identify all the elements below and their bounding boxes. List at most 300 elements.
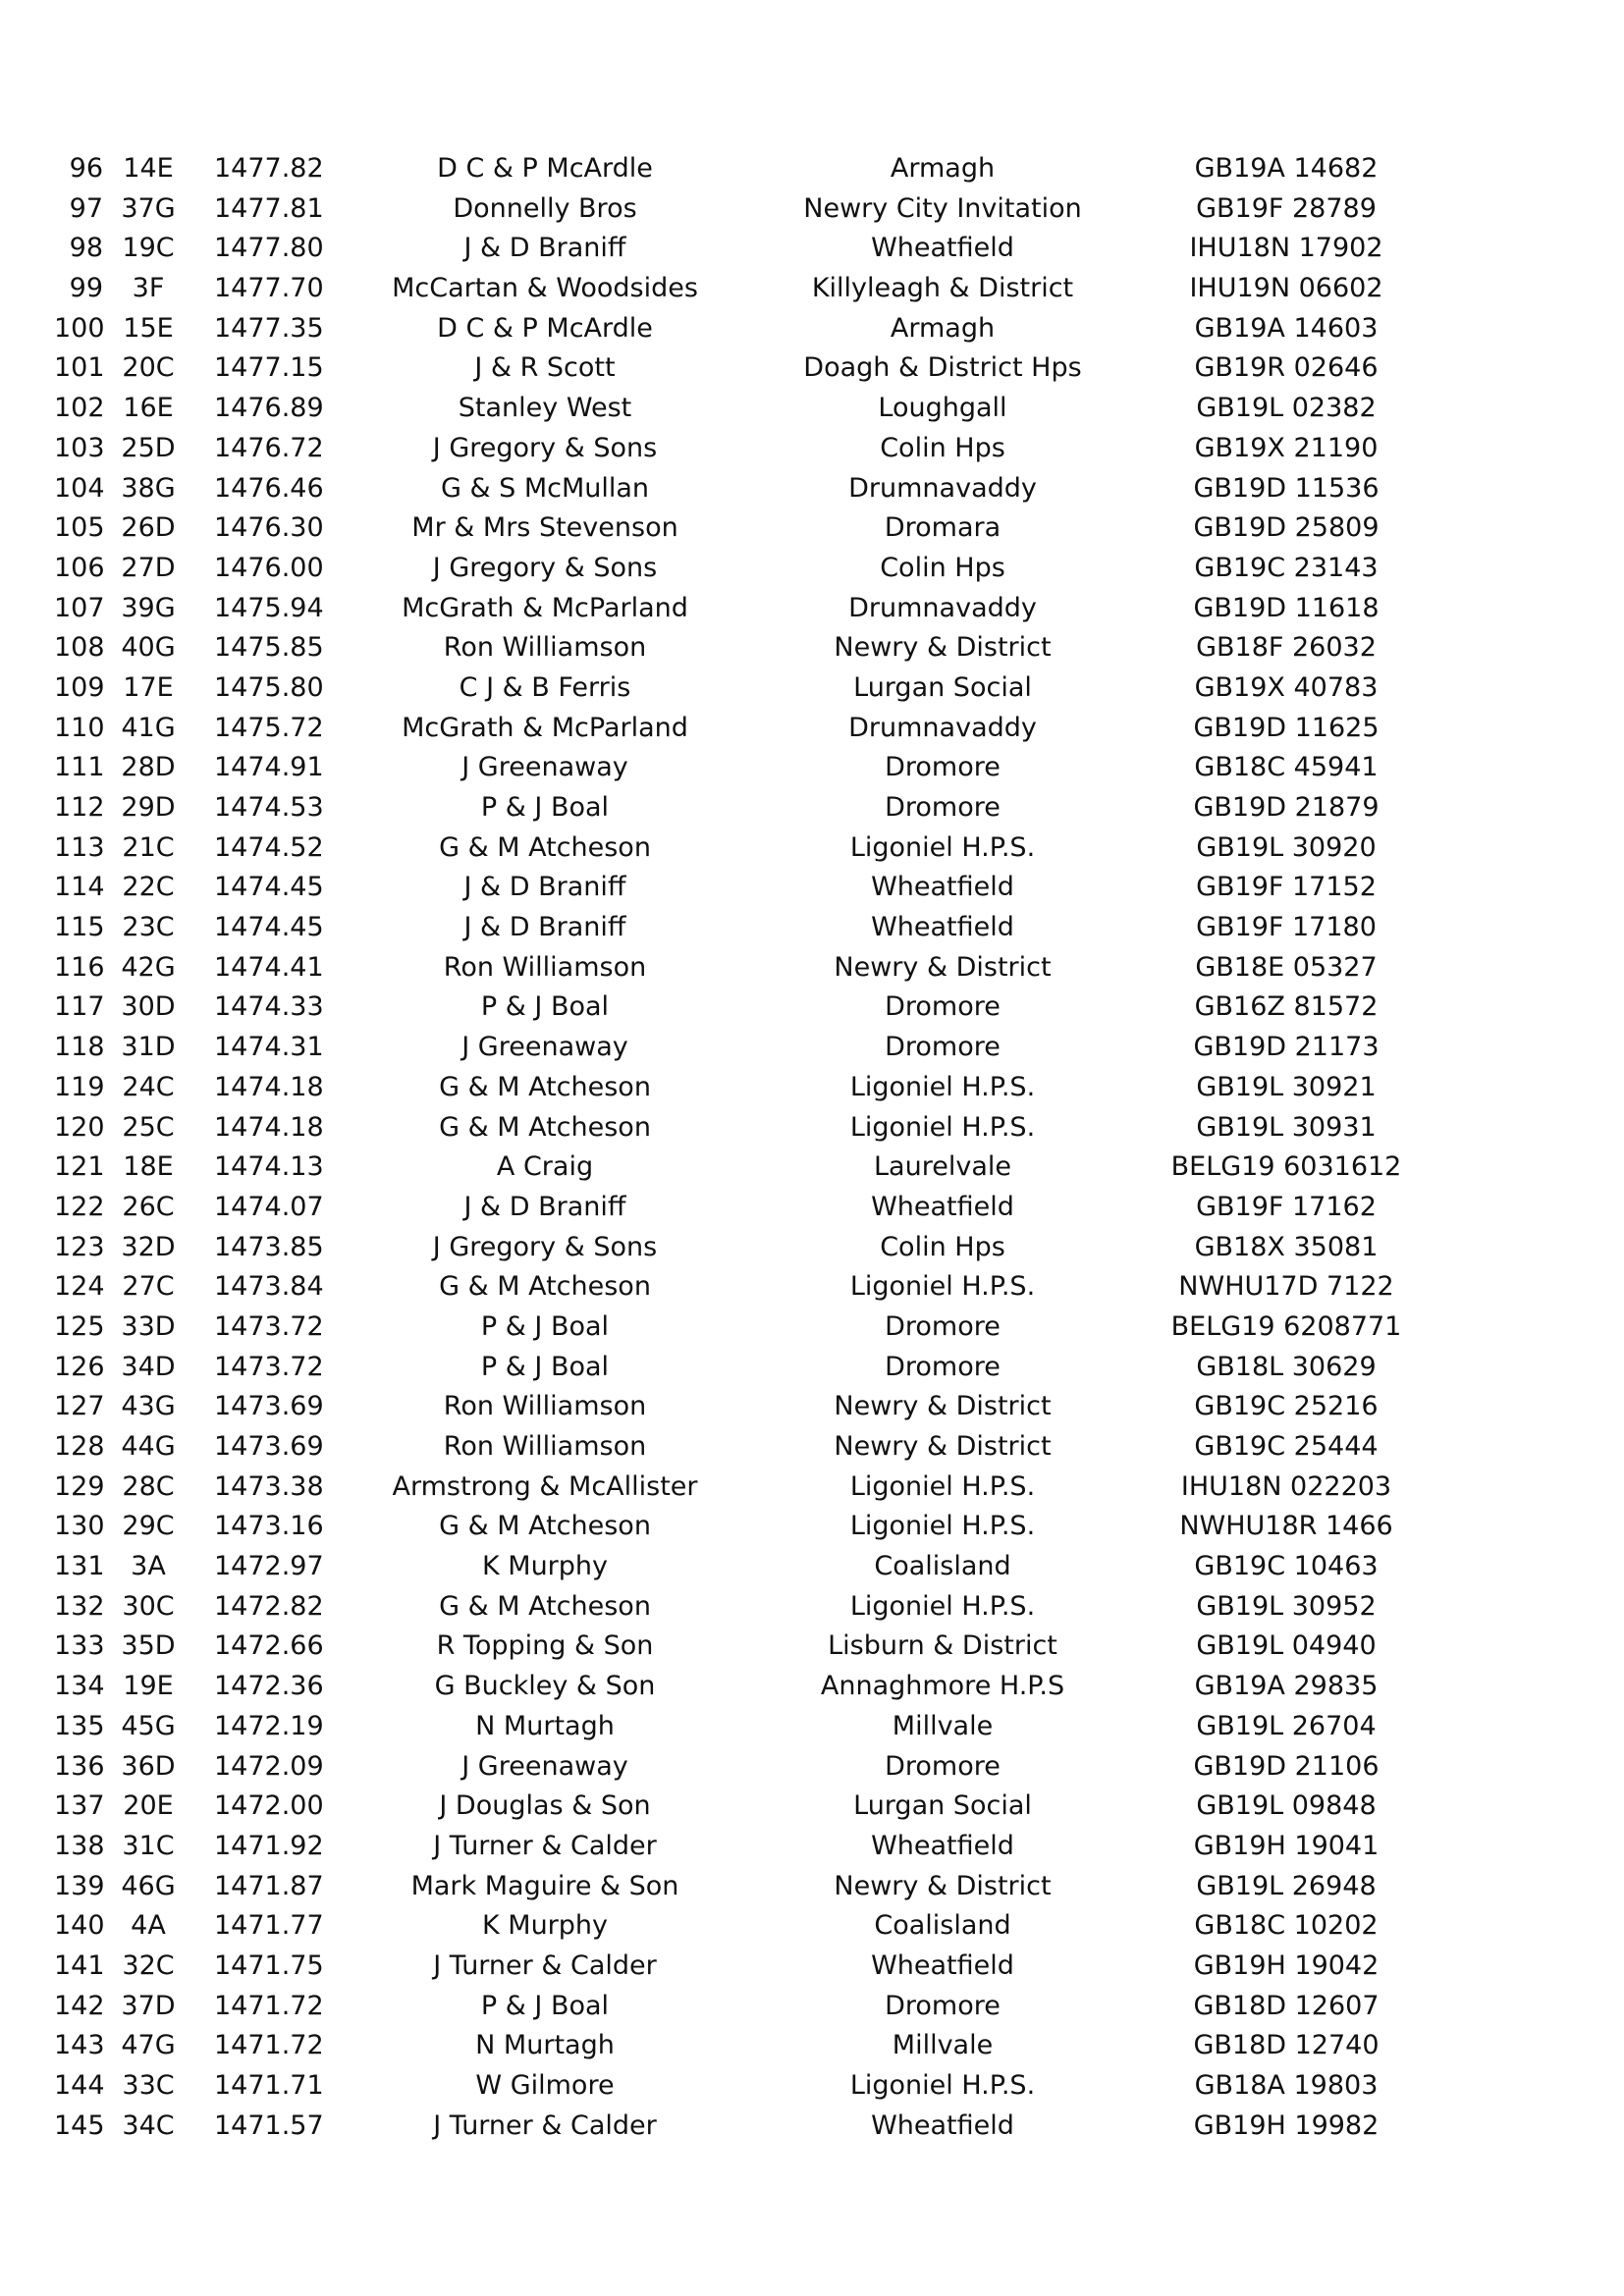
table-row	[0, 309, 1624, 349]
velocity-cell: 1476.46	[214, 472, 324, 504]
fancier-name-cell: G & M Atcheson	[439, 1071, 651, 1102]
fancier-name-cell: G & M Atcheson	[439, 1271, 651, 1303]
pen-code-cell: 36D	[121, 1750, 176, 1782]
ring-number-cell: GB19F 17152	[1196, 872, 1377, 903]
pen-code-cell: 31C	[122, 1830, 175, 1861]
club-cell: Coalisland	[874, 1910, 1011, 1942]
velocity-cell: 1474.45	[214, 872, 324, 903]
club-cell: Newry & District	[834, 951, 1052, 983]
pen-code-cell: 33D	[121, 1310, 176, 1342]
position-cell: 135	[54, 1710, 105, 1741]
position-cell: 113	[54, 831, 105, 863]
club-cell: Ligoniel H.P.S.	[849, 1511, 1036, 1542]
table-row	[0, 1867, 1624, 1907]
results-table	[0, 149, 1624, 2146]
ring-number-cell: GB19D 11625	[1193, 712, 1380, 743]
velocity-cell: 1471.75	[214, 1949, 324, 1981]
ring-number-cell: GB19H 19041	[1193, 1830, 1380, 1861]
club-cell: Colin Hps	[880, 432, 1005, 463]
table-row	[0, 429, 1624, 469]
club-cell: Dromore	[885, 792, 1001, 823]
club-cell: Dromore	[885, 1351, 1001, 1382]
fancier-name-cell: J Gregory & Sons	[432, 1231, 658, 1262]
club-cell: Colin Hps	[880, 552, 1005, 583]
position-cell: 100	[54, 312, 105, 344]
club-cell: Armagh	[890, 312, 996, 344]
pen-code-cell: 47G	[121, 2030, 176, 2061]
ring-number-cell: GB19A 14603	[1194, 312, 1379, 344]
club-cell: Wheatfield	[871, 233, 1014, 264]
club-cell: Wheatfield	[871, 1949, 1014, 1981]
pen-code-cell: 27C	[122, 1271, 175, 1303]
ring-number-cell: GB19C 10463	[1194, 1551, 1379, 1582]
fancier-name-cell: G & M Atcheson	[439, 1511, 651, 1542]
ring-number-cell: GB19L 26948	[1196, 1870, 1377, 1901]
fancier-name-cell: K Murphy	[481, 1551, 609, 1582]
velocity-cell: 1472.97	[214, 1551, 324, 1582]
ring-number-cell: GB19L 30931	[1196, 1111, 1377, 1143]
table-row	[0, 1267, 1624, 1308]
position-cell: 131	[54, 1551, 105, 1582]
club-cell: Wheatfield	[871, 2109, 1014, 2141]
fancier-name-cell: P & J Boal	[480, 792, 610, 823]
fancier-name-cell: W Gilmore	[475, 2070, 615, 2101]
velocity-cell: 1474.33	[214, 991, 324, 1023]
fancier-name-cell: J Douglas & Son	[439, 1790, 651, 1822]
fancier-name-cell: D C & P McArdle	[437, 312, 653, 344]
club-cell: Ligoniel H.P.S.	[849, 1071, 1036, 1102]
position-cell: 138	[54, 1830, 105, 1861]
position-cell: 120	[54, 1111, 105, 1143]
ring-number-cell: GB18C 10202	[1194, 1910, 1379, 1942]
fancier-name-cell: G & S McMullan	[440, 472, 650, 504]
velocity-cell: 1474.07	[214, 1191, 324, 1222]
pen-code-cell: 42G	[121, 951, 176, 983]
fancier-name-cell: J & D Braniff	[463, 1191, 626, 1222]
ring-number-cell: GB19D 21879	[1193, 792, 1380, 823]
fancier-name-cell: J Greenaway	[461, 1032, 628, 1063]
club-cell: Wheatfield	[871, 872, 1014, 903]
position-cell: 114	[54, 872, 105, 903]
velocity-cell: 1475.85	[214, 632, 324, 664]
club-cell: Ligoniel H.P.S.	[849, 1271, 1036, 1303]
pen-code-cell: 30C	[122, 1590, 175, 1622]
pen-code-cell: 45G	[121, 1710, 176, 1741]
pen-code-cell: 18E	[123, 1151, 174, 1183]
velocity-cell: 1473.69	[214, 1431, 324, 1462]
velocity-cell: 1471.87	[214, 1870, 324, 1901]
position-cell: 106	[54, 552, 105, 583]
position-cell: 144	[54, 2070, 105, 2101]
fancier-name-cell: N Murtagh	[475, 1710, 615, 1741]
velocity-cell: 1471.71	[214, 2070, 324, 2101]
fancier-name-cell: Ron Williamson	[443, 632, 647, 664]
fancier-name-cell: J Turner & Calder	[433, 1830, 657, 1861]
table-row	[0, 1507, 1624, 1547]
pen-code-cell: 35D	[121, 1630, 176, 1662]
fancier-name-cell: J Greenaway	[461, 752, 628, 783]
pen-code-cell: 25C	[122, 1111, 175, 1143]
fancier-name-cell: Ron Williamson	[443, 1391, 647, 1422]
club-cell: Lisburn & District	[828, 1630, 1057, 1662]
pen-code-cell: 34C	[122, 2109, 175, 2141]
pen-code-cell: 40G	[121, 632, 176, 664]
ring-number-cell: GB19D 21106	[1193, 1750, 1380, 1782]
fancier-name-cell: Ron Williamson	[443, 951, 647, 983]
position-cell: 103	[54, 432, 105, 463]
fancier-name-cell: Mark Maguire & Son	[410, 1870, 679, 1901]
ring-number-cell: GB19F 17162	[1196, 1191, 1377, 1222]
position-cell: 145	[54, 2109, 105, 2141]
position-cell: 128	[54, 1431, 105, 1462]
club-cell: Loughgall	[878, 393, 1007, 424]
pen-code-cell: 24C	[122, 1071, 175, 1102]
fancier-name-cell: J Gregory & Sons	[432, 552, 658, 583]
position-cell: 116	[54, 951, 105, 983]
table-row	[0, 1387, 1624, 1427]
table-row	[0, 1308, 1624, 1348]
ring-number-cell: GB18E 05327	[1195, 951, 1378, 983]
position-cell: 117	[54, 991, 105, 1023]
club-cell: Dromore	[885, 1032, 1001, 1063]
club-cell: Laurelvale	[874, 1151, 1011, 1183]
ring-number-cell: GB19L 26704	[1196, 1710, 1377, 1741]
velocity-cell: 1473.85	[214, 1231, 324, 1262]
table-row	[0, 469, 1624, 509]
pen-code-cell: 44G	[121, 1431, 176, 1462]
table-row	[0, 1068, 1624, 1108]
table-row	[0, 1627, 1624, 1667]
position-cell: 140	[54, 1910, 105, 1942]
ring-number-cell: GB19F 17180	[1196, 912, 1377, 943]
club-cell: Armagh	[890, 153, 996, 184]
velocity-cell: 1475.80	[214, 671, 324, 703]
table-row	[0, 1906, 1624, 1947]
table-row	[0, 1427, 1624, 1468]
pen-code-cell: 14E	[123, 153, 174, 184]
fancier-name-cell: Donnelly Bros	[453, 192, 637, 224]
table-row	[0, 709, 1624, 749]
ring-number-cell: GB19X 21190	[1194, 432, 1379, 463]
position-cell: 96	[69, 153, 103, 184]
club-cell: Newry & District	[834, 1870, 1052, 1901]
fancier-name-cell: J & R Scott	[474, 352, 616, 384]
pen-code-cell: 4A	[131, 1910, 166, 1942]
table-row	[0, 1028, 1624, 1068]
ring-number-cell: GB18F 26032	[1196, 632, 1377, 664]
fancier-name-cell: P & J Boal	[480, 1351, 610, 1382]
table-row	[0, 868, 1624, 908]
fancier-name-cell: McGrath & McParland	[402, 592, 688, 623]
position-cell: 115	[54, 912, 105, 943]
pen-code-cell: 34D	[121, 1351, 176, 1382]
club-cell: Ligoniel H.P.S.	[849, 831, 1036, 863]
ring-number-cell: NWHU17D 7122	[1178, 1271, 1394, 1303]
ring-number-cell: GB16Z 81572	[1194, 991, 1379, 1023]
position-cell: 102	[54, 393, 105, 424]
ring-number-cell: GB19L 02382	[1196, 393, 1377, 424]
pen-code-cell: 28D	[121, 752, 176, 783]
ring-number-cell: GB19R 02646	[1194, 352, 1379, 384]
table-row	[0, 668, 1624, 709]
club-cell: Killyleagh & District	[811, 273, 1074, 304]
velocity-cell: 1472.09	[214, 1750, 324, 1782]
ring-number-cell: BELG19 6031612	[1170, 1151, 1402, 1183]
velocity-cell: 1472.82	[214, 1590, 324, 1622]
club-cell: Newry & District	[834, 1391, 1052, 1422]
pen-code-cell: 20C	[122, 352, 175, 384]
velocity-cell: 1472.36	[214, 1671, 324, 1702]
ring-number-cell: GB19A 14682	[1194, 153, 1379, 184]
table-row	[0, 948, 1624, 988]
position-cell: 130	[54, 1511, 105, 1542]
position-cell: 142	[54, 1990, 105, 2021]
pen-code-cell: 43G	[121, 1391, 176, 1422]
ring-number-cell: GB19H 19042	[1193, 1949, 1380, 1981]
position-cell: 141	[54, 1949, 105, 1981]
table-row	[0, 589, 1624, 629]
velocity-cell: 1473.72	[214, 1351, 324, 1382]
velocity-cell: 1477.81	[214, 192, 324, 224]
pen-code-cell: 16E	[123, 393, 174, 424]
position-cell: 110	[54, 712, 105, 743]
ring-number-cell: GB19C 25444	[1194, 1431, 1379, 1462]
ring-number-cell: GB18L 30629	[1196, 1351, 1377, 1382]
pen-code-cell: 23C	[122, 912, 175, 943]
ring-number-cell: GB19L 09848	[1196, 1790, 1377, 1822]
pen-code-cell: 33C	[122, 2070, 175, 2101]
fancier-name-cell: G & M Atcheson	[439, 1590, 651, 1622]
club-cell: Ligoniel H.P.S.	[849, 1590, 1036, 1622]
velocity-cell: 1476.30	[214, 512, 324, 544]
ring-number-cell: GB19L 30920	[1196, 831, 1377, 863]
pen-code-cell: 30D	[121, 991, 176, 1023]
pen-code-cell: 26D	[121, 512, 176, 544]
table-row	[0, 389, 1624, 429]
pen-code-cell: 19E	[123, 1671, 174, 1702]
fancier-name-cell: P & J Boal	[480, 1310, 610, 1342]
position-cell: 143	[54, 2030, 105, 2061]
table-row	[0, 1108, 1624, 1148]
pen-code-cell: 41G	[121, 712, 176, 743]
pen-code-cell: 46G	[121, 1870, 176, 1901]
position-cell: 107	[54, 592, 105, 623]
fancier-name-cell: J Greenaway	[461, 1750, 628, 1782]
club-cell: Colin Hps	[880, 1231, 1005, 1262]
position-cell: 108	[54, 632, 105, 664]
pen-code-cell: 17E	[123, 671, 174, 703]
ring-number-cell: GB19X 40783	[1194, 671, 1379, 703]
velocity-cell: 1474.18	[214, 1071, 324, 1102]
pen-code-cell: 19C	[122, 233, 175, 264]
table-row	[0, 1547, 1624, 1587]
velocity-cell: 1476.00	[214, 552, 324, 583]
club-cell: Dromore	[885, 1310, 1001, 1342]
club-cell: Wheatfield	[871, 1830, 1014, 1861]
table-row	[0, 788, 1624, 828]
pen-code-cell: 28C	[122, 1470, 175, 1502]
ring-number-cell: GB18D 12607	[1193, 1990, 1380, 2021]
table-row	[0, 1667, 1624, 1707]
ring-number-cell: GB19A 29835	[1194, 1671, 1379, 1702]
club-cell: Doagh & District Hps	[803, 352, 1082, 384]
velocity-cell: 1474.41	[214, 951, 324, 983]
velocity-cell: 1471.57	[214, 2109, 324, 2141]
pen-code-cell: 22C	[122, 872, 175, 903]
position-cell: 124	[54, 1271, 105, 1303]
velocity-cell: 1474.18	[214, 1111, 324, 1143]
velocity-cell: 1476.72	[214, 432, 324, 463]
pen-code-cell: 37D	[121, 1990, 176, 2021]
fancier-name-cell: Armstrong & McAllister	[392, 1470, 698, 1502]
ring-number-cell: GB19D 11536	[1193, 472, 1380, 504]
velocity-cell: 1473.69	[214, 1391, 324, 1422]
table-row	[0, 229, 1624, 269]
pen-code-cell: 29D	[121, 792, 176, 823]
club-cell: Drumnavaddy	[848, 472, 1037, 504]
velocity-cell: 1474.13	[214, 1151, 324, 1183]
club-cell: Millvale	[892, 1710, 994, 1741]
velocity-cell: 1471.72	[214, 2030, 324, 2061]
position-cell: 109	[54, 671, 105, 703]
club-cell: Millvale	[892, 2030, 994, 2061]
club-cell: Dromore	[885, 1990, 1001, 2021]
club-cell: Dromore	[885, 1750, 1001, 1782]
pen-code-cell: 21C	[122, 831, 175, 863]
ring-number-cell: GB19D 25809	[1193, 512, 1380, 544]
pen-code-cell: 3F	[132, 273, 165, 304]
position-cell: 112	[54, 792, 105, 823]
velocity-cell: 1477.70	[214, 273, 324, 304]
position-cell: 98	[69, 233, 103, 264]
ring-number-cell: IHU18N 17902	[1189, 233, 1383, 264]
position-cell: 137	[54, 1790, 105, 1822]
table-row	[0, 549, 1624, 589]
fancier-name-cell: Ron Williamson	[443, 1431, 647, 1462]
pen-code-cell: 39G	[121, 592, 176, 623]
velocity-cell: 1471.77	[214, 1910, 324, 1942]
position-cell: 126	[54, 1351, 105, 1382]
club-cell: Dromore	[885, 752, 1001, 783]
velocity-cell: 1477.35	[214, 312, 324, 344]
pen-code-cell: 29C	[122, 1511, 175, 1542]
ring-number-cell: IHU18N 022203	[1180, 1470, 1392, 1502]
ring-number-cell: GB19F 28789	[1196, 192, 1377, 224]
ring-number-cell: GB18X 35081	[1194, 1231, 1379, 1262]
fancier-name-cell: Stanley West	[458, 393, 632, 424]
table-row	[0, 908, 1624, 948]
table-row	[0, 1947, 1624, 1987]
fancier-name-cell: J Turner & Calder	[433, 2109, 657, 2141]
pen-code-cell: 32D	[121, 1231, 176, 1262]
position-cell: 121	[54, 1151, 105, 1183]
fancier-name-cell: G & M Atcheson	[439, 831, 651, 863]
position-cell: 139	[54, 1870, 105, 1901]
table-row	[0, 748, 1624, 788]
club-cell: Drumnavaddy	[848, 712, 1037, 743]
pen-code-cell: 31D	[121, 1032, 176, 1063]
club-cell: Newry & District	[834, 1431, 1052, 1462]
club-cell: Lurgan Social	[853, 671, 1032, 703]
velocity-cell: 1472.19	[214, 1710, 324, 1741]
position-cell: 125	[54, 1310, 105, 1342]
fancier-name-cell: McCartan & Woodsides	[392, 273, 698, 304]
table-row	[0, 988, 1624, 1028]
table-row	[0, 1987, 1624, 2027]
fancier-name-cell: G & M Atcheson	[439, 1111, 651, 1143]
club-cell: Dromore	[885, 991, 1001, 1023]
ring-number-cell: GB19C 23143	[1194, 552, 1379, 583]
fancier-name-cell: J & D Braniff	[463, 872, 626, 903]
velocity-cell: 1474.52	[214, 831, 324, 863]
ring-number-cell: GB18D 12740	[1193, 2030, 1380, 2061]
position-cell: 133	[54, 1630, 105, 1662]
velocity-cell: 1473.72	[214, 1310, 324, 1342]
table-row	[0, 348, 1624, 389]
pen-code-cell: 3A	[131, 1551, 166, 1582]
fancier-name-cell: G Buckley & Son	[434, 1671, 656, 1702]
table-row	[0, 1348, 1624, 1388]
position-cell: 104	[54, 472, 105, 504]
ring-number-cell: GB19D 21173	[1193, 1032, 1380, 1063]
club-cell: Dromara	[884, 512, 1001, 544]
fancier-name-cell: R Topping & Son	[436, 1630, 654, 1662]
position-cell: 99	[69, 273, 103, 304]
fancier-name-cell: N Murtagh	[475, 2030, 615, 2061]
fancier-name-cell: McGrath & McParland	[402, 712, 688, 743]
ring-number-cell: GB19D 11618	[1193, 592, 1380, 623]
table-row	[0, 1188, 1624, 1228]
table-row	[0, 189, 1624, 230]
velocity-cell: 1472.00	[214, 1790, 324, 1822]
club-cell: Wheatfield	[871, 912, 1014, 943]
position-cell: 122	[54, 1191, 105, 1222]
ring-number-cell: GB18C 45941	[1194, 752, 1379, 783]
position-cell: 123	[54, 1231, 105, 1262]
club-cell: Ligoniel H.P.S.	[849, 1111, 1036, 1143]
fancier-name-cell: J & D Braniff	[463, 912, 626, 943]
ring-number-cell: NWHU18R 1466	[1179, 1511, 1393, 1542]
pen-code-cell: 32C	[122, 1949, 175, 1981]
position-cell: 119	[54, 1071, 105, 1102]
fancier-name-cell: P & J Boal	[480, 1990, 610, 2021]
table-row	[0, 149, 1624, 189]
ring-number-cell: GB19L 04940	[1196, 1630, 1377, 1662]
velocity-cell: 1473.38	[214, 1470, 324, 1502]
ring-number-cell: GB19L 30921	[1196, 1071, 1377, 1102]
velocity-cell: 1475.72	[214, 712, 324, 743]
pen-code-cell: 26C	[122, 1191, 175, 1222]
club-cell: Coalisland	[874, 1551, 1011, 1582]
position-cell: 132	[54, 1590, 105, 1622]
table-row	[0, 2026, 1624, 2066]
position-cell: 105	[54, 512, 105, 544]
table-row	[0, 1228, 1624, 1268]
table-row	[0, 1707, 1624, 1747]
fancier-name-cell: J Turner & Calder	[433, 1949, 657, 1981]
fancier-name-cell: A Craig	[496, 1151, 594, 1183]
ring-number-cell: IHU19N 06602	[1189, 273, 1383, 304]
ring-number-cell: GB19L 30952	[1196, 1590, 1377, 1622]
position-cell: 101	[54, 352, 105, 384]
fancier-name-cell: J & D Braniff	[463, 233, 626, 264]
fancier-name-cell: K Murphy	[481, 1910, 609, 1942]
velocity-cell: 1474.45	[214, 912, 324, 943]
club-cell: Wheatfield	[871, 1191, 1014, 1222]
velocity-cell: 1473.84	[214, 1271, 324, 1303]
velocity-cell: 1477.80	[214, 233, 324, 264]
club-cell: Ligoniel H.P.S.	[849, 2070, 1036, 2101]
